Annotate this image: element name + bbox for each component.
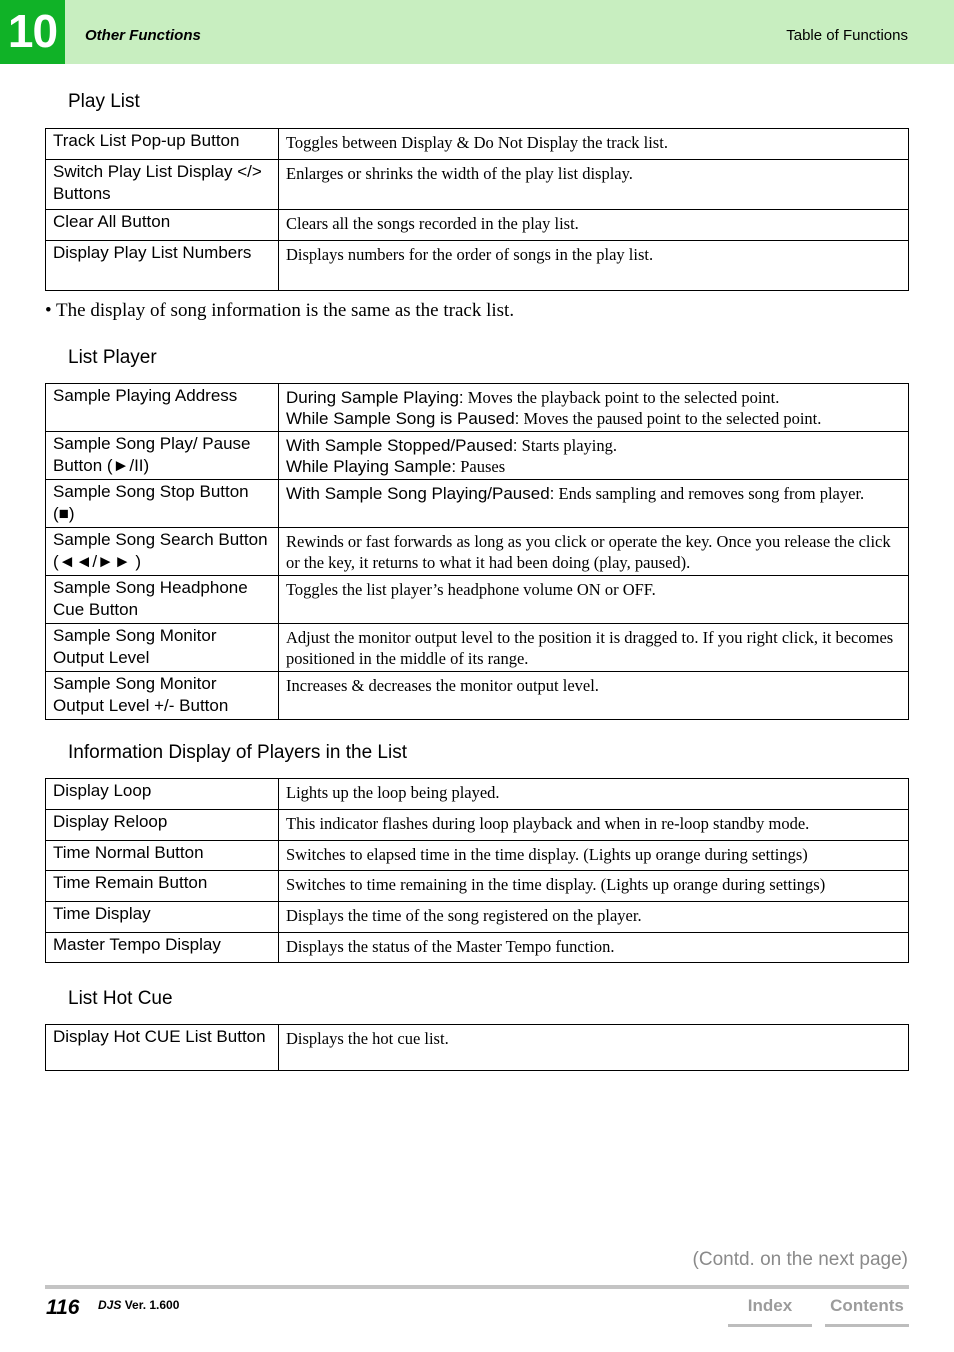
condition-text: Ends sampling and removes song from player. bbox=[558, 484, 865, 503]
function-name: Switch Play List Display </> Buttons bbox=[46, 160, 279, 210]
section-heading-play-list: Play List bbox=[68, 91, 140, 112]
table-row bbox=[46, 624, 909, 672]
condition-label: During Sample Playing: bbox=[286, 388, 464, 407]
information-display-table bbox=[45, 778, 909, 963]
section-title: Table of Functions bbox=[786, 27, 908, 44]
table-row bbox=[46, 384, 909, 432]
function-description: Displays the time of the song registered on the player. bbox=[279, 902, 909, 933]
table-row bbox=[46, 210, 909, 241]
function-name: Display Reloop bbox=[46, 810, 279, 841]
function-name: Sample Song Headphone Cue Button bbox=[46, 576, 279, 624]
table-row bbox=[46, 933, 909, 963]
condition-label: With Sample Stopped/Paused: bbox=[286, 436, 518, 455]
function-name: Sample Song Monitor Output Level bbox=[46, 624, 279, 672]
function-description: Increases & decreases the monitor output level. bbox=[279, 672, 909, 720]
table-row bbox=[46, 672, 909, 720]
table-row bbox=[46, 432, 909, 480]
table-row bbox=[46, 902, 909, 933]
function-description: Enlarges or shrinks the width of the play list display. bbox=[279, 160, 909, 210]
function-name: Clear All Button bbox=[46, 210, 279, 241]
table-row bbox=[46, 480, 909, 528]
function-description: Displays numbers for the order of songs in the play list. bbox=[279, 241, 909, 291]
condition-text: Pauses bbox=[460, 457, 506, 476]
play-list-table bbox=[45, 128, 909, 291]
continued-note: (Contd. on the next page) bbox=[692, 1249, 908, 1270]
table-row bbox=[46, 129, 909, 160]
table-row bbox=[46, 810, 909, 841]
function-name: Time Normal Button bbox=[46, 841, 279, 871]
function-description: Lights up the loop being played. bbox=[279, 779, 909, 810]
table-row bbox=[46, 241, 909, 291]
function-description bbox=[279, 432, 909, 480]
footer-divider bbox=[45, 1285, 909, 1289]
chapter-title: Other Functions bbox=[85, 27, 201, 44]
condition-label: With Sample Song Playing/Paused: bbox=[286, 484, 555, 503]
table-row bbox=[46, 1025, 909, 1071]
function-name: Track List Pop-up Button bbox=[46, 129, 279, 160]
page-number: 116 bbox=[46, 1296, 80, 1319]
function-name: Master Tempo Display bbox=[46, 933, 279, 963]
version-number: Ver. 1.600 bbox=[124, 1298, 180, 1312]
function-description bbox=[279, 384, 909, 432]
table-row bbox=[46, 528, 909, 576]
condition-text: Moves the playback point to the selected point. bbox=[467, 388, 780, 407]
table-row bbox=[46, 779, 909, 810]
function-name: Display Loop bbox=[46, 779, 279, 810]
function-name: Display Hot CUE List Button bbox=[46, 1025, 279, 1071]
section-heading-list-player: List Player bbox=[68, 347, 157, 368]
function-description: Toggles the list player’s headphone volume ON or OFF. bbox=[279, 576, 909, 624]
page-header bbox=[0, 0, 954, 64]
function-description: Clears all the songs recorded in the play list. bbox=[279, 210, 909, 241]
table-row bbox=[46, 841, 909, 871]
condition-label: While Sample Song is Paused: bbox=[286, 409, 520, 428]
function-description: Toggles between Display & Do Not Display the track list. bbox=[279, 129, 909, 160]
function-name: Sample Song Monitor Output Level +/- Button bbox=[46, 672, 279, 720]
function-name: Display Play List Numbers bbox=[46, 241, 279, 291]
function-description: Switches to time remaining in the time display. (Lights up orange during settings) bbox=[279, 871, 909, 902]
function-name: Time Remain Button bbox=[46, 871, 279, 902]
condition-text: Moves the paused point to the selected point. bbox=[523, 409, 822, 428]
function-name: Time Display bbox=[46, 902, 279, 933]
index-button[interactable]: Index bbox=[728, 1294, 812, 1327]
section-heading-information-display: Information Display of Players in the List bbox=[68, 742, 407, 763]
note-text: • The display of song information is the same as the track list. bbox=[45, 300, 515, 321]
product-name: DJS bbox=[98, 1298, 122, 1312]
function-name: Sample Playing Address bbox=[46, 384, 279, 432]
list-player-table bbox=[45, 383, 909, 720]
function-description: Displays the hot cue list. bbox=[279, 1025, 909, 1071]
version-label bbox=[98, 1298, 179, 1312]
function-description: Rewinds or fast forwards as long as you click or operate the key. Once you release the click or the key, it returns to what it had been doing (play, paused). bbox=[279, 528, 909, 576]
function-description: Adjust the monitor output level to the position it is dragged to. If you right click, it becomes positioned in the middle of its range. bbox=[279, 624, 909, 672]
chapter-number-badge: 10 bbox=[0, 0, 65, 64]
function-description: Displays the status of the Master Tempo function. bbox=[279, 933, 909, 963]
section-heading-list-hot-cue: List Hot Cue bbox=[68, 988, 173, 1009]
function-description bbox=[279, 480, 909, 528]
function-description: This indicator flashes during loop playback and when in re-loop standby mode. bbox=[279, 810, 909, 841]
condition-text: Starts playing. bbox=[521, 436, 617, 455]
function-name: Sample Song Search Button (◄◄/►► ) bbox=[46, 528, 279, 576]
table-row bbox=[46, 160, 909, 210]
contents-button[interactable]: Contents bbox=[825, 1294, 909, 1327]
table-row bbox=[46, 576, 909, 624]
table-row bbox=[46, 871, 909, 902]
function-description: Switches to elapsed time in the time display. (Lights up orange during settings) bbox=[279, 841, 909, 871]
list-hot-cue-table bbox=[45, 1024, 909, 1071]
function-name: Sample Song Play/ Pause Button (►/II) bbox=[46, 432, 279, 480]
condition-label: While Playing Sample: bbox=[286, 457, 457, 476]
function-name: Sample Song Stop Button (■) bbox=[46, 480, 279, 528]
